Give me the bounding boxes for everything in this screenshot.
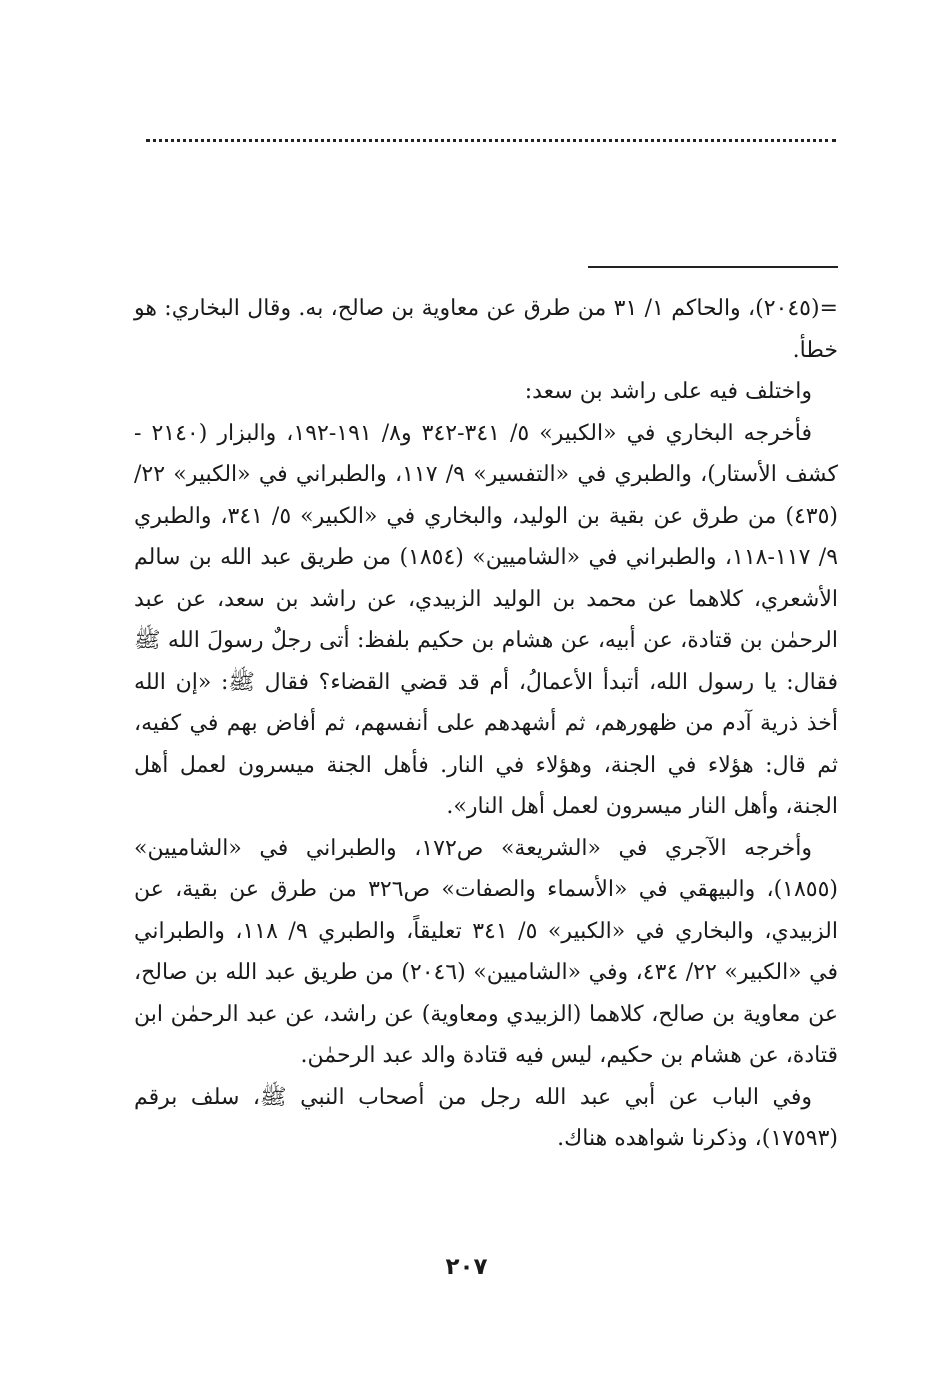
footnote-separator-line	[588, 266, 838, 268]
page-number: ٢٠٧	[445, 1254, 488, 1280]
footnote-paragraph: واختلف فيه على راشد بن سعد:	[524, 379, 812, 404]
footnote-paragraph: فأخرجه البخاري في «الكبير» ٥/ ٣٤١-٣٤٢ و٨/ ١٩١-١٩٢، والبزار (٢١٤٠ - كشف الأستار)، والطبري في «التفسير» ٩/ ١١٧، والطبراني في «الكبير» ٢٢/ (٤٣٥) من طرق عن بقية بن الوليد، والبخاري في «الكبير» ٥/ ٣٤١، والطبري ٩/ ١١٧-١١٨، والطبراني في «الشاميين» (١٨٥٤) من طريق عبد الله بن سالم الأشعري، كلاهما عن محمد بن الوليد الزبيدي، عن راشد بن سعد، عن عبد الرحمٰن بن قتادة، عن أبيه، عن هشام بن حكيم بلفظ: أتى رجلٌ رسولَ الله ﷺ فقال: يا رسول الله، أتبدأ الأعمالُ، أم قد قضي القضاء؟ فقال ﷺ: «إن الله أخذ ذرية آدم من ظهورهم، ثم أشهدهم على أنفسهم، ثم أفاض بهم في كفيه، ثم قال: هؤلاء في الجنة، وهؤلاء في النار. فأهل الجنة ميسرون لعمل أهل الجنة، وأهل النار ميسرون لعمل أهل النار».	[134, 420, 839, 819]
dotted-separator	[146, 139, 836, 150]
footnote-text	[134, 288, 838, 1160]
footnote-paragraph: وفي الباب عن أبي عبد الله رجل من أصحاب النبي ﷺ، سلف برقم (١٧٥٩٣)، وذكرنا شواهده هناك.	[134, 1084, 838, 1151]
footnote-paragraph: وأخرجه الآجري في «الشريعة» ص١٧٢، والطبراني في «الشاميين» (١٨٥٥)، والبيهقي في «الأسماء والصفات» ص٣٢٦ من طرق عن بقية، عن الزبيدي، والبخاري في «الكبير» ٥/ ٣٤١ تعليقاً، والطبري ٩/ ١١٨، والطبراني في «الكبير» ٢٢/ ٤٣٤، وفي «الشاميين» (٢٠٤٦) من طريق عبد الله بن صالح، عن معاوية بن صالح، كلاهما (الزبيدي ومعاوية) عن راشد، عن عبد الرحمٰن ابن قتادة، عن هشام بن حكيم، ليس فيه قتادة والد عبد الرحمٰن.	[134, 835, 839, 1068]
footnote-paragraph: =(٢٠٤٥)، والحاكم ١/ ٣١ من طرق عن معاوية بن صالح، به. وقال البخاري: هو خطأ.	[134, 296, 838, 363]
